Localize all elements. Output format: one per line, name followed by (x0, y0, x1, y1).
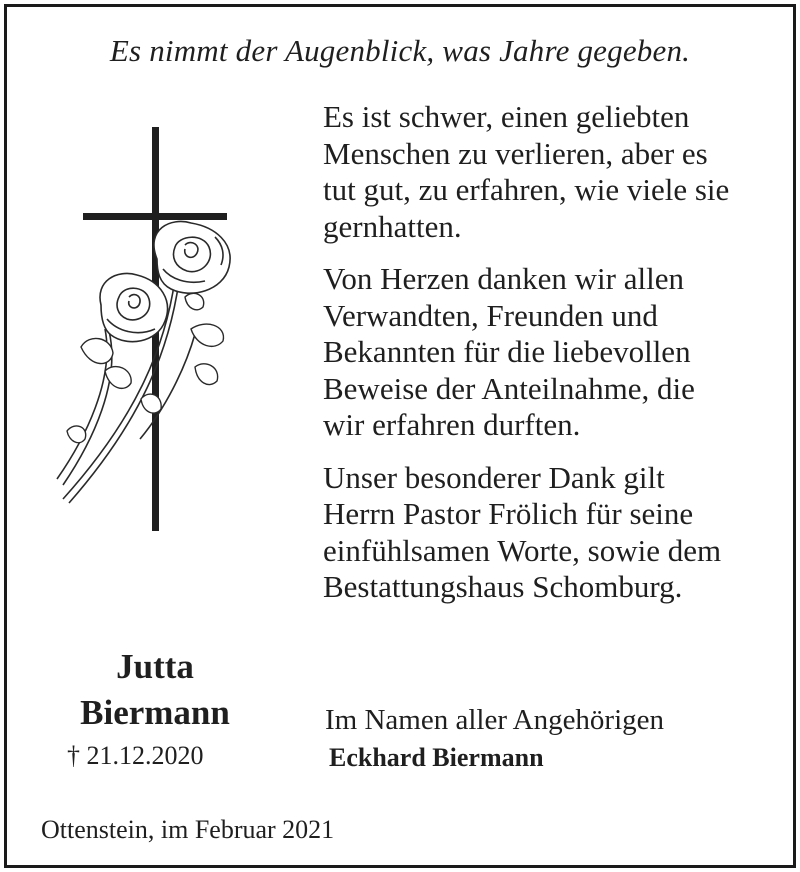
paragraph-3 (323, 460, 793, 606)
paragraph-1 (323, 99, 793, 245)
signer-name: Eckhard Biermann (329, 743, 544, 772)
text-line: Von Herzen danken wir allen (323, 261, 684, 296)
death-date: † 21.12.2020 (67, 741, 204, 770)
paragraph-2 (323, 261, 793, 444)
thank-you-text (323, 99, 793, 622)
deceased-last-name: Biermann (80, 693, 230, 732)
text-line: Bekannten für die liebevollen (323, 334, 691, 369)
signoff-line: Im Namen aller Angehörigen (325, 704, 665, 736)
cross-with-roses-icon (45, 119, 245, 539)
deceased-first-name: Jutta (116, 647, 194, 686)
place-date: Ottenstein, im Februar 2021 (41, 815, 335, 844)
text-line: Es ist schwer, einen geliebten (323, 99, 690, 134)
text-line: tut gut, zu erfahren, wie viele sie (323, 172, 730, 207)
text-line: Verwandten, Freunden und (323, 297, 658, 333)
obituary-card (4, 4, 796, 868)
text-line: Herrn Pastor Frölich für seine (323, 496, 694, 531)
text-line: wir erfahren durften. (323, 407, 581, 442)
text-line: gernhatten. (323, 208, 462, 244)
text-line: Unser besonderer Dank gilt (323, 459, 665, 495)
text-line: Beweise der Anteilnahme, die (323, 370, 695, 406)
text-line: Menschen zu verlieren, aber es (323, 135, 708, 171)
text-line: Bestattungshaus Schomburg. (323, 569, 683, 604)
motto: Es nimmt der Augenblick, was Jahre gegeben. (109, 33, 691, 68)
text-line: einfühlsamen Worte, sowie dem (323, 532, 722, 568)
